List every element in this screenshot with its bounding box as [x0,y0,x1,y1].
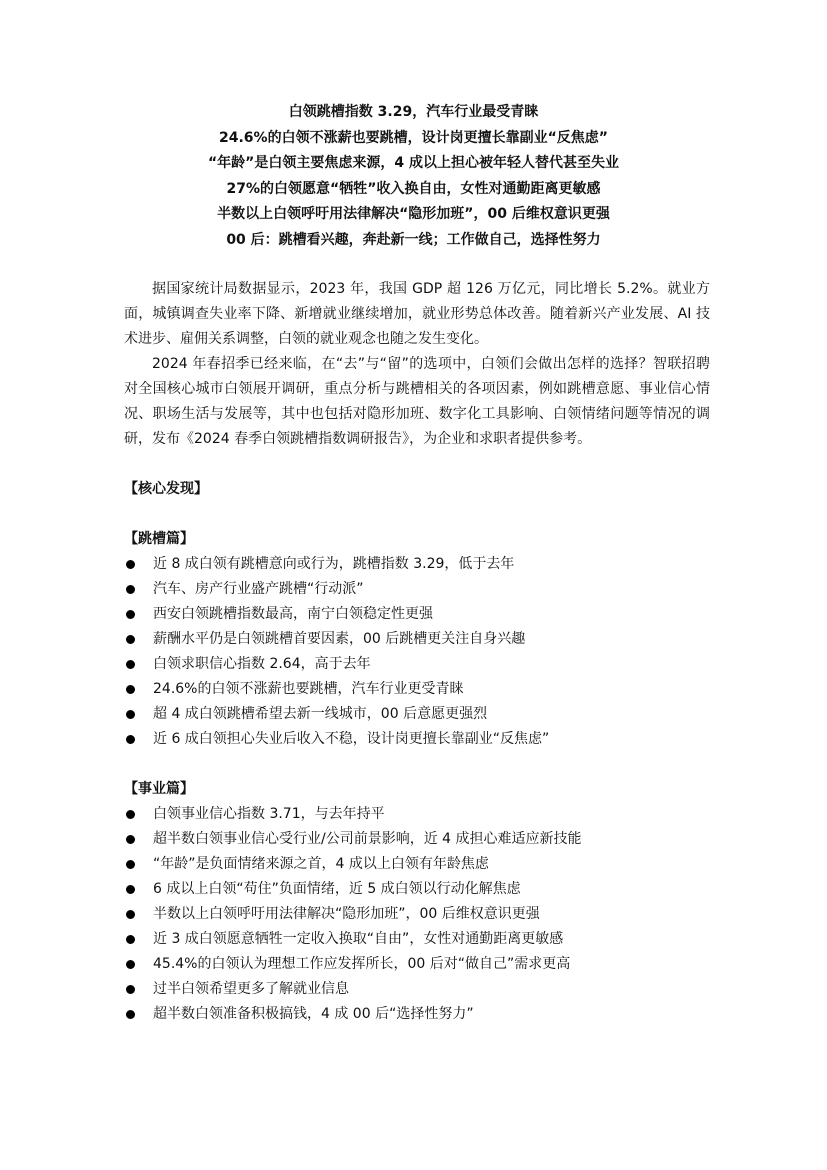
list-item-text: 白领求职信心指数 2.64，高于去年 [153,656,371,672]
list-item-text: 汽车、房产行业盛产跳槽“行动派” [153,581,364,597]
bullet-icon [126,735,135,744]
list-item-text: 半数以上白领呼吁用法律解决“隐形加班”，00 后维权意识更强 [153,906,540,922]
bullet-icon [126,985,135,994]
job-hopping-section-title: 【跳槽篇】 [124,531,194,547]
list-item-text: 45.4%的白领认为理想工作应发挥所长，00 后对“做自己”需求更高 [153,956,571,972]
survey-paragraph: 2024 年春招季已经来临，在“去”与“留”的选项中，白领们会做出怎样的选择？智联招聘对全国核心城市白领展开调研，重点分析与跳槽相关的各项因素，例如跳槽意愿、事业信心情况、职场生活与发展等，其中也包括对隐形加班、数字化工具影响、白领情绪问题等情况的调研，发布《2024 春季白领跳槽指数调研报告》，为企业和求职者提供参考。 [124,356,710,447]
bullet-icon [126,560,135,569]
list-item-text: 6 成以上白领“苟住”负面情绪，近 5 成白领以行动化解焦虑 [153,881,521,897]
bullet-icon [126,935,135,944]
bullet-icon [126,885,135,894]
headline-block [90,100,737,253]
list-item-text: 白领事业信心指数 3.71，与去年持平 [153,806,385,822]
bullet-icon [126,810,135,819]
list-item-text: 超半数白领事业信心受行业/公司前景影响，近 4 成担心难适应新技能 [153,831,582,847]
career-section-title: 【事业篇】 [124,781,194,797]
headline: 半数以上白领呼吁用法律解决“隐形加班”，00 后维权意识更强 [217,206,610,222]
bullet-icon [126,685,135,694]
list-item-text: “年龄”是负面情绪来源之首，4 成以上白领有年龄焦虑 [153,856,489,872]
list-item-text: 薪酬水平仍是白领跳槽首要因素，00 后跳槽更关注自身兴趣 [153,631,526,647]
list-item-text: 过半白领希望更多了解就业信息 [153,981,349,997]
bullet-icon [126,660,135,669]
headline: 27%的白领愿意“牺牲”收入换自由，女性对通勤距离更敏感 [226,180,601,197]
bullet-icon [126,910,135,919]
list-item-text: 24.6%的白领不涨薪也要跳槽，汽车行业更受青睐 [153,681,464,697]
bullet-icon [126,710,135,719]
bullet-icon [126,610,135,619]
headline: “年龄”是白领主要焦虑来源，4 成以上担心被年轻人替代甚至失业 [207,155,620,171]
headline: 00 后：跳槽看兴趣，奔赴新一线；工作做自己，选择性努力 [226,231,601,248]
bullet-icon [126,635,135,644]
list-item-text: 近 6 成白领担心失业后收入不稳，设计岗更擅长靠副业“反焦虑” [153,731,550,747]
list-item-text: 超 4 成白领跳槽希望去新一线城市，00 后意愿更强烈 [153,706,488,722]
list-item-text: 近 3 成白领愿意牺牲一定收入换取“自由”，女性对通勤距离更敏感 [153,931,564,947]
headline: 白领跳槽指数 3.29，汽车行业最受青睐 [288,104,539,120]
bullet-icon [126,1010,135,1019]
list-item-text: 近 8 成白领有跳槽意向或行为，跳槽指数 3.29，低于去年 [153,556,515,572]
intro-paragraph: 据国家统计局数据显示，2023 年，我国 GDP 超 126 万亿元，同比增长 5.2%。就业方面，城镇调查失业率下降、新增就业继续增加，就业形势总体改善。随着新兴产业发展、AI 技术进步、雇佣关系调整，白领的就业观念也随之发生变化。 [124,281,710,347]
list-item-text: 超半数白领准备积极搞钱，4 成 00 后“选择性努力” [153,1006,474,1022]
core-findings-title: 【核心发现】 [124,481,208,497]
bullet-icon [126,960,135,969]
bullet-icon [126,860,135,869]
headline: 24.6%的白领不涨薪也要跳槽，设计岗更擅长靠副业“反焦虑” [219,129,608,146]
bullet-icon [126,585,135,594]
bullet-icon [126,835,135,844]
list-item-text: 西安白领跳槽指数最高，南宁白领稳定性更强 [153,606,433,622]
